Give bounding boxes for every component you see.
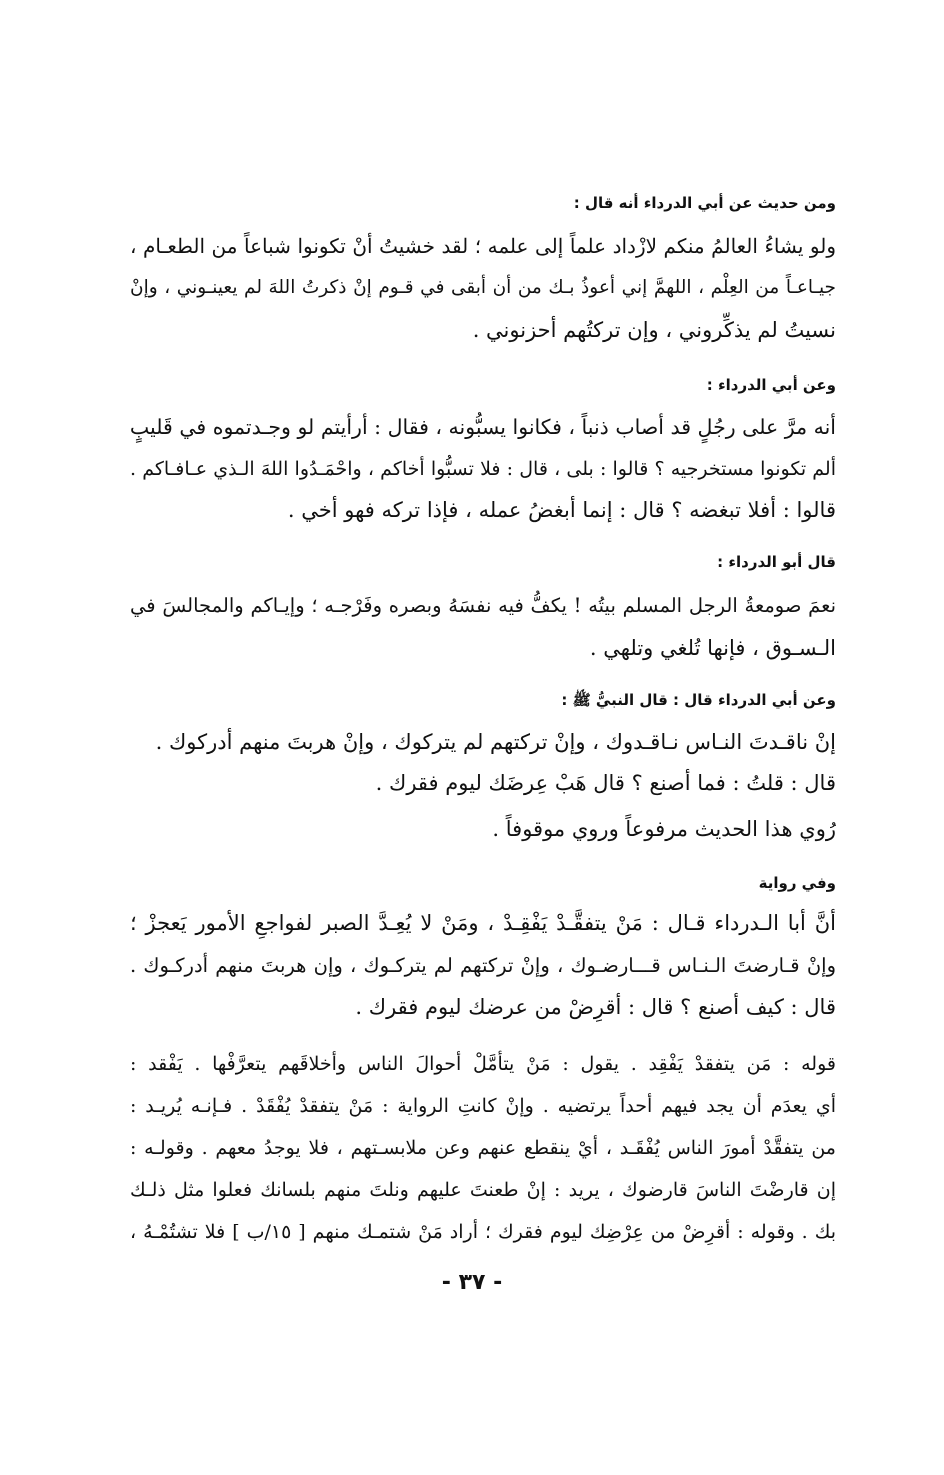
text-line: قال : كيف أصنع ؟ قال : أقرِضْ من عرضك ليوم فقرك .: [355, 995, 836, 1019]
section-heading: وعن أبي الدرداء قال : قال النبيُّ ﷺ :: [561, 691, 836, 709]
hadith-note: رُوي هذا الحديث مرفوعاً وروي موقوفاً .: [492, 817, 836, 841]
text-line: أنَّ أبا الـدرداء قـال : مَنْ يتفقَّـدْ يَفْقِـدْ ، ومَنْ لا يُعِـدَّ الصبر لفواجعِ الأمور يَعجزْ ؛: [130, 911, 836, 935]
commentary-line: إن قارضْتَ الناسَ قارضوك ، يريد : إنْ طعنتَ عليهم ونلتَ منهم بلسانك فعلوا مثل ذلـك: [130, 1179, 836, 1201]
text-line: الـسـوق ، فإنها تُلغي وتلهي .: [589, 636, 836, 660]
page-number: - ٣٧ -: [441, 1270, 503, 1295]
text-line: ولو يشاءُ العالمُ منكم لازْداد علماً إلى علمه ؛ لقد خشيتُ أنْ تكونوا شباعاً من الطعـام ،: [130, 234, 836, 258]
text-line: إنْ ناقـدتَ النـاس نـاقـدوك ، وإنْ تركتهم لم يتركوك ، وإنْ هربتَ منهم أدركوك .: [155, 730, 836, 754]
text-line: أنه مرَّ على رجُلٍ قد أصاب ذنباً ، فكانوا يسبُّونه ، فقال : أرأيتم لو وجـدتموه في قَليبٍ: [129, 415, 836, 439]
text-line: قالوا : أفلا تبغضه ؟ قال : إنما أبغضُ عمله ، فإذا تركه فهو أخي .: [287, 498, 836, 522]
text-line: نعمَ صومعةُ الرجل المسلم بيتُه ! يكفُّ فيه نفسَهُ وبصره وفَرْجـه ؛ وإيـاكم والمجالسَ في: [130, 594, 836, 617]
commentary-line: من يتفقَّدْ أمورَ الناس يُفْقَـد ، أيْ ينقطع عنهم وعن ملابسـتهم ، فلا يوجدُ معهم . وقولـه :: [130, 1137, 836, 1159]
section-heading: وفي رواية: [758, 874, 836, 892]
text-line: جيـاعـاً من العِلْم ، اللهمَّ إني أعوذُ بـك من أن أبقى في قـوم إنْ ذكرتُ اللهَ لم يعينـوني ، وإنْ: [130, 277, 836, 298]
section-heading: وعن أبي الدرداء :: [706, 376, 836, 394]
commentary-line: قوله : مَن يتفقدْ يَفْقِد . يقول : مَنْ يتأمَّلْ أحوالَ الناس وأخلاقَهم يتعرَّفْها . يَفْقد :: [130, 1053, 836, 1075]
text-line: ألم تكونوا مستخرجيه ؟ قالوا : بلى ، قال : فلا تسبُّوا أخاكم ، واحْمَـدُوا اللهَ الـذي عـافـاكم .: [130, 458, 836, 480]
commentary-line: أي يعدَم أن يجد فيهم أحداً يرتضيه . وإنْ كانتِ الرواية : مَنْ يتفقدْ يُفْقَدْ . فـإنـه يُريـد :: [130, 1095, 836, 1117]
section-heading: ومن حديث عن أبي الدرداء أنه قال :: [573, 194, 836, 212]
text-line: قال : قلتُ : فما أصنع ؟ قال هَبْ عِرضَك ليوم فقرك .: [375, 771, 836, 795]
commentary-line: بك . وقوله : أقرِضْ من عِرْضِك ليوم فقرك ؛ أراد مَنْ شتمـك منهم [ ١٥/ب ] فلا تشتُمْـهُ ،: [130, 1221, 836, 1243]
section-heading: قال أبو الدرداء :: [717, 553, 836, 571]
text-line: وإنْ قـارضتَ الـنـاس قـــارضـوك ، وإنْ تركتهم لم يتركـوك ، وإن هربتَ منهم أدركـوك .: [130, 954, 836, 977]
text-line: نسيتُ لم يذكِّروني ، وإن تركتُهم أحزنوني .: [472, 318, 836, 342]
